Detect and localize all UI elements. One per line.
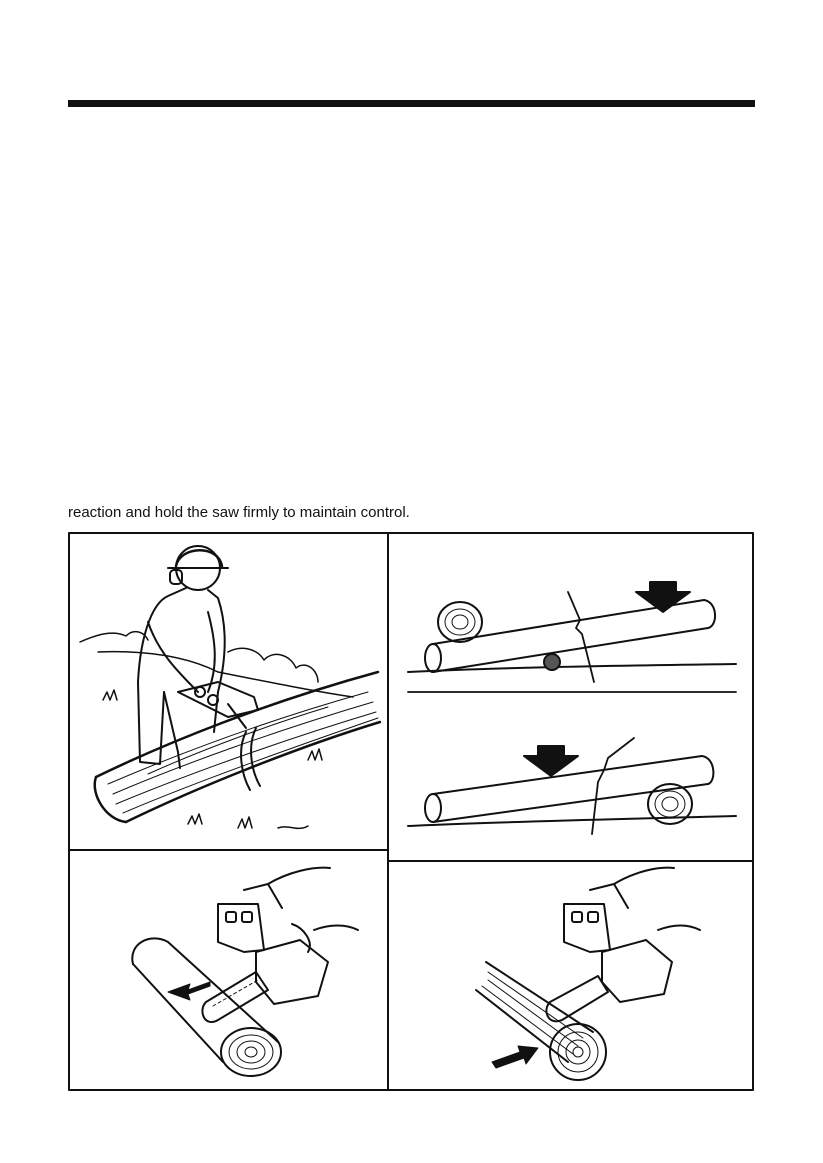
log-supported-both-ends-diagram <box>408 738 736 834</box>
log-supported-one-end-diagram <box>408 582 736 692</box>
illustration-grid <box>68 532 754 1092</box>
chainsaw-on-log-pull-illustration <box>132 868 358 1076</box>
chainsaw-on-log-push-illustration <box>476 868 700 1080</box>
body-text-caption: reaction and hold the saw firmly to maintain control. <box>68 504 410 521</box>
header-rule <box>68 100 755 107</box>
operator-cutting-log-illustration <box>80 546 380 828</box>
